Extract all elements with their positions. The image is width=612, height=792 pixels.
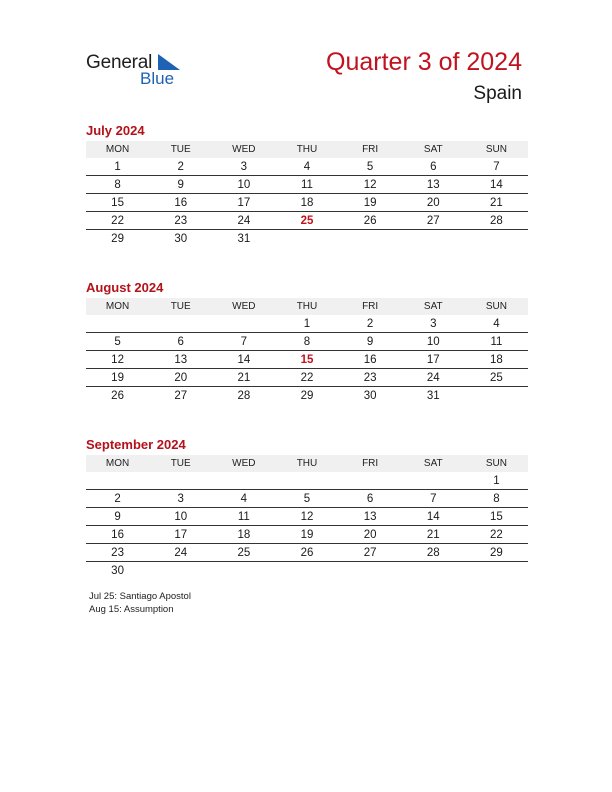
day-cell: 16 bbox=[339, 351, 402, 369]
day-cell: 22 bbox=[275, 369, 338, 387]
day-cell bbox=[275, 230, 338, 248]
day-cell bbox=[465, 387, 528, 405]
day-cell: 10 bbox=[212, 176, 275, 194]
weekday-header: THU bbox=[275, 455, 338, 472]
day-cell: 17 bbox=[149, 526, 212, 544]
day-cell: 9 bbox=[149, 176, 212, 194]
day-cell: 12 bbox=[275, 508, 338, 526]
day-cell: 29 bbox=[300, 389, 314, 402]
day-cell: 5 bbox=[275, 490, 338, 508]
weekday-header: SAT bbox=[402, 455, 465, 472]
weekday-header: SAT bbox=[402, 298, 465, 315]
day-cell bbox=[212, 315, 275, 333]
week-row bbox=[86, 562, 528, 580]
day-cell: 22 bbox=[86, 212, 149, 230]
week-row bbox=[86, 526, 528, 544]
week-row bbox=[86, 387, 528, 405]
weekday-header: TUE bbox=[149, 455, 212, 472]
day-cell: 15 bbox=[86, 194, 149, 212]
weekday-header: SUN bbox=[465, 455, 528, 472]
day-cell: 25 bbox=[465, 369, 528, 387]
day-cell: 11 bbox=[465, 333, 528, 351]
day-cell: 15 bbox=[465, 508, 528, 526]
day-cell: 7 bbox=[402, 490, 465, 508]
day-cell: 10 bbox=[149, 508, 212, 526]
week-row bbox=[86, 472, 528, 490]
week-row bbox=[86, 544, 528, 562]
day-cell: 24 bbox=[149, 544, 212, 562]
week-row bbox=[86, 351, 528, 369]
day-cell: 6 bbox=[402, 158, 465, 176]
day-cell bbox=[275, 472, 338, 490]
day-cell: 7 bbox=[465, 158, 528, 176]
day-cell: 30 bbox=[111, 564, 124, 577]
week-row bbox=[86, 369, 528, 387]
day-cell: 11 bbox=[275, 176, 338, 194]
day-cell: 18 bbox=[465, 351, 528, 369]
week-row bbox=[86, 176, 528, 194]
day-cell: 26 bbox=[111, 389, 124, 402]
day-cell: 6 bbox=[149, 333, 212, 351]
country-name: Spain bbox=[473, 83, 522, 104]
logo-flag-icon bbox=[158, 54, 180, 70]
day-cell: 28 bbox=[402, 544, 465, 562]
day-cell bbox=[86, 472, 149, 490]
weekday-header: TUE bbox=[149, 141, 212, 158]
day-cell: 31 bbox=[237, 232, 251, 245]
day-cell: 2 bbox=[149, 158, 212, 176]
day-cell bbox=[149, 472, 212, 490]
day-cell: 25 bbox=[275, 212, 338, 230]
holiday-note: Aug 15: Assumption bbox=[89, 604, 174, 615]
weekday-header: SUN bbox=[465, 141, 528, 158]
day-cell: 7 bbox=[212, 333, 275, 351]
day-cell: 19 bbox=[275, 526, 338, 544]
day-cell: 23 bbox=[339, 369, 402, 387]
day-cell: 24 bbox=[212, 212, 275, 230]
day-cell: 19 bbox=[339, 194, 402, 212]
day-cell: 3 bbox=[149, 490, 212, 508]
day-cell: 1 bbox=[86, 158, 149, 176]
day-cell: 17 bbox=[402, 351, 465, 369]
week-row bbox=[86, 315, 528, 333]
day-cell: 27 bbox=[339, 544, 402, 562]
day-cell: 19 bbox=[86, 369, 149, 387]
calendar-table bbox=[86, 141, 528, 247]
day-cell bbox=[339, 472, 402, 490]
day-cell bbox=[339, 562, 402, 580]
weekday-header: FRI bbox=[339, 141, 402, 158]
day-cell: 21 bbox=[402, 526, 465, 544]
day-cell: 25 bbox=[212, 544, 275, 562]
logo-word-general: General bbox=[86, 52, 153, 73]
weekday-header: SUN bbox=[465, 298, 528, 315]
day-cell: 29 bbox=[465, 544, 528, 562]
week-row bbox=[86, 212, 528, 230]
day-cell bbox=[149, 315, 212, 333]
holiday-notes bbox=[89, 590, 191, 616]
week-row bbox=[86, 158, 528, 176]
day-cell: 22 bbox=[465, 526, 528, 544]
day-cell bbox=[212, 562, 275, 580]
month-title: August 2024 bbox=[86, 280, 164, 295]
day-cell: 28 bbox=[237, 389, 251, 402]
logo-word-blue: Blue bbox=[140, 69, 175, 88]
week-row bbox=[86, 508, 528, 526]
day-cell: 6 bbox=[339, 490, 402, 508]
day-cell: 18 bbox=[275, 194, 338, 212]
month-title: September 2024 bbox=[86, 437, 186, 452]
weekday-header: SAT bbox=[402, 141, 465, 158]
weekday-header: FRI bbox=[339, 455, 402, 472]
day-cell: 8 bbox=[465, 490, 528, 508]
day-cell: 14 bbox=[402, 508, 465, 526]
day-cell: 20 bbox=[402, 194, 465, 212]
month-july bbox=[86, 122, 528, 247]
week-row bbox=[86, 230, 528, 248]
weekday-header: MON bbox=[86, 298, 149, 315]
weekday-header: MON bbox=[86, 141, 149, 158]
day-cell: 28 bbox=[465, 212, 528, 230]
day-cell: 26 bbox=[339, 212, 402, 230]
day-cell: 8 bbox=[275, 333, 338, 351]
day-cell: 15 bbox=[275, 351, 338, 369]
weekday-header: WED bbox=[212, 141, 275, 158]
day-cell: 9 bbox=[339, 333, 402, 351]
day-cell: 16 bbox=[149, 194, 212, 212]
day-cell bbox=[86, 315, 149, 333]
day-cell: 21 bbox=[465, 194, 528, 212]
day-cell: 3 bbox=[402, 315, 465, 333]
day-cell: 24 bbox=[402, 369, 465, 387]
week-row bbox=[86, 333, 528, 351]
day-cell: 18 bbox=[212, 526, 275, 544]
brand-logo bbox=[86, 52, 196, 92]
day-cell: 11 bbox=[212, 508, 275, 526]
day-cell: 30 bbox=[174, 232, 188, 245]
calendar-table bbox=[86, 455, 528, 579]
day-cell: 13 bbox=[402, 176, 465, 194]
day-cell: 16 bbox=[86, 526, 149, 544]
day-cell: 26 bbox=[275, 544, 338, 562]
weekday-header: TUE bbox=[149, 298, 212, 315]
week-row bbox=[86, 194, 528, 212]
day-cell: 4 bbox=[275, 158, 338, 176]
day-cell: 10 bbox=[402, 333, 465, 351]
day-cell: 23 bbox=[86, 544, 149, 562]
weekday-header: THU bbox=[275, 298, 338, 315]
day-cell: 27 bbox=[174, 389, 188, 402]
holiday-note: Jul 25: Santiago Apostol bbox=[89, 591, 191, 602]
page-title: Quarter 3 of 2024 bbox=[326, 48, 522, 76]
day-cell bbox=[275, 562, 338, 580]
day-cell: 12 bbox=[86, 351, 149, 369]
day-cell: 14 bbox=[212, 351, 275, 369]
day-cell: 23 bbox=[149, 212, 212, 230]
day-cell: 13 bbox=[149, 351, 212, 369]
day-cell bbox=[339, 230, 402, 248]
day-cell: 9 bbox=[86, 508, 149, 526]
day-cell: 17 bbox=[212, 194, 275, 212]
day-cell: 1 bbox=[275, 315, 338, 333]
day-cell: 2 bbox=[339, 315, 402, 333]
weekday-header: WED bbox=[212, 455, 275, 472]
day-cell: 13 bbox=[339, 508, 402, 526]
day-cell bbox=[402, 562, 465, 580]
day-cell bbox=[402, 230, 465, 248]
month-august bbox=[86, 279, 528, 404]
day-cell bbox=[149, 562, 212, 580]
day-cell: 12 bbox=[339, 176, 402, 194]
day-cell: 31 bbox=[426, 389, 440, 402]
weekday-header: WED bbox=[212, 298, 275, 315]
day-cell: 14 bbox=[465, 176, 528, 194]
day-cell: 8 bbox=[86, 176, 149, 194]
day-cell: 5 bbox=[339, 158, 402, 176]
day-cell: 30 bbox=[363, 389, 377, 402]
day-cell bbox=[465, 230, 528, 248]
day-cell bbox=[465, 562, 528, 580]
month-title: July 2024 bbox=[86, 123, 145, 138]
weekday-header: THU bbox=[275, 141, 338, 158]
day-cell: 4 bbox=[465, 315, 528, 333]
month-september bbox=[86, 436, 528, 579]
day-cell: 3 bbox=[212, 158, 275, 176]
day-cell: 4 bbox=[212, 490, 275, 508]
day-cell: 27 bbox=[402, 212, 465, 230]
week-row bbox=[86, 490, 528, 508]
day-cell: 20 bbox=[339, 526, 402, 544]
day-cell: 5 bbox=[86, 333, 149, 351]
weekday-header: MON bbox=[86, 455, 149, 472]
day-cell: 29 bbox=[111, 232, 124, 245]
calendar-table bbox=[86, 298, 528, 404]
weekday-header: FRI bbox=[339, 298, 402, 315]
day-cell: 20 bbox=[149, 369, 212, 387]
day-cell bbox=[212, 472, 275, 490]
day-cell: 2 bbox=[86, 490, 149, 508]
day-cell bbox=[402, 472, 465, 490]
day-cell: 1 bbox=[465, 472, 528, 490]
day-cell: 21 bbox=[212, 369, 275, 387]
